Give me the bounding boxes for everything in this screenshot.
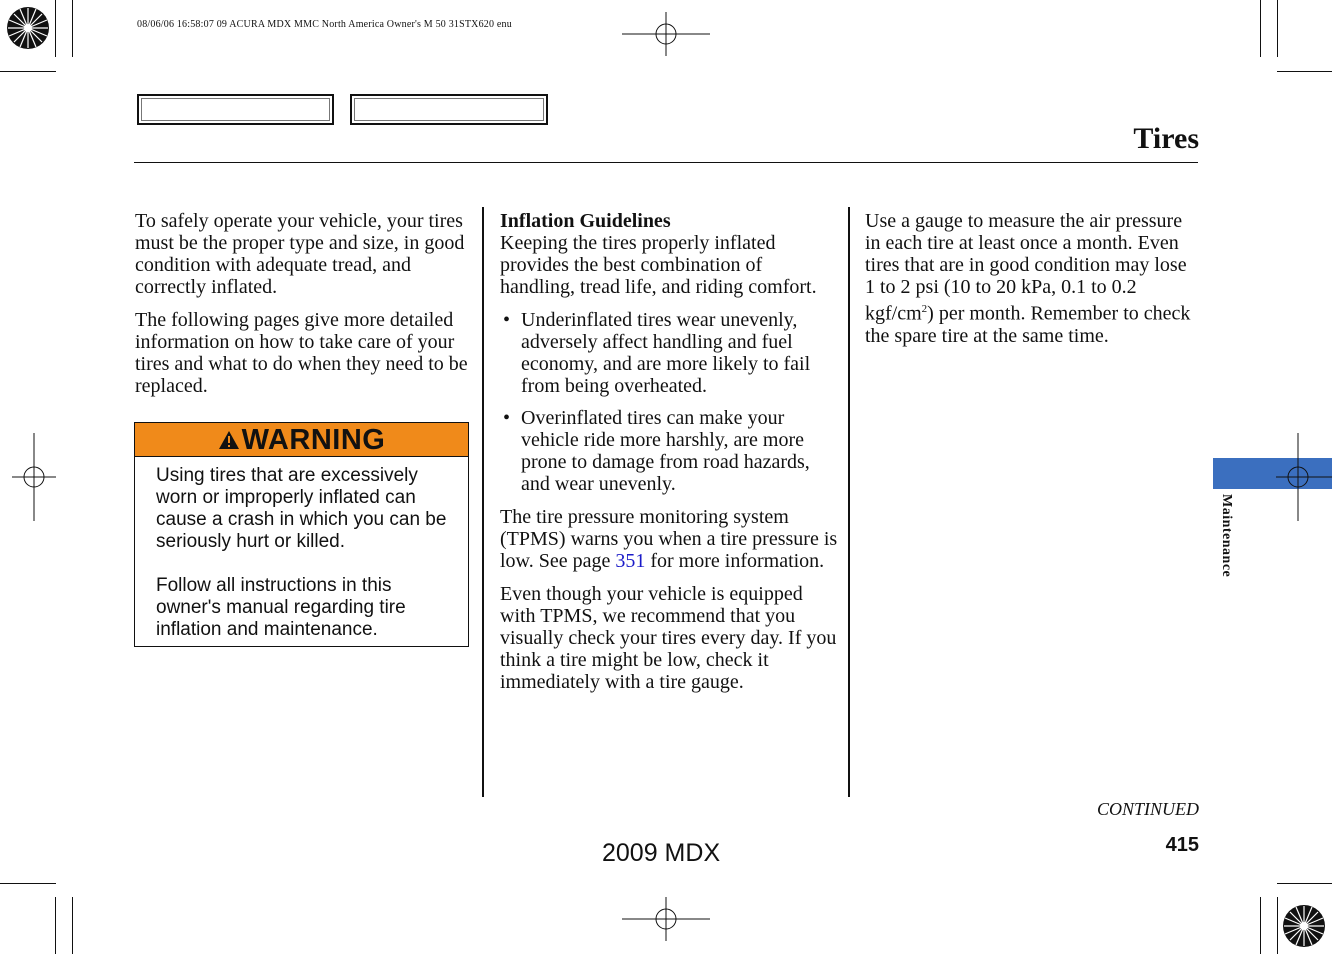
- gauge-text: Use a gauge to measure the air pressure in each tire at least once a month. Even tires that are in good condition may lose 1 to 2 psi (10 to 20 kPa, 0.1 to 0.2 kgf/cm: [865, 210, 1187, 325]
- column-divider: [848, 207, 850, 797]
- continued-label: CONTINUED: [1096, 799, 1199, 819]
- crosshair-icon: [622, 897, 710, 941]
- crosshair-icon: [12, 433, 56, 521]
- previous-page-button[interactable]: [137, 94, 334, 125]
- warning-triangle-icon: [218, 430, 240, 450]
- crosshair-icon: [1276, 433, 1332, 521]
- column-divider: [482, 207, 484, 797]
- superscript: 2: [921, 303, 928, 315]
- tpms-text: The tire pressure monitoring system (TPMS) warns you when a tire pressure is low. See page: [500, 506, 838, 572]
- page-351-link[interactable]: 351: [615, 550, 646, 572]
- tpms-paragraph: [500, 506, 838, 572]
- warning-text: Using tires that are excessively worn or improperly inflated can cause a crash in which you can be seriously hurt or killed.: [156, 465, 447, 552]
- section-tab-label: Maintenance: [1219, 494, 1234, 578]
- intro-paragraph: To safely operate your vehicle, your tires must be the proper type and size, in good condition with adequate tread, and correctly inflated.: [135, 210, 465, 298]
- bullet-text: Overinflated tires can make your vehicle ride more harshly, are more prone to damage from road hazards, and wear unevenly.: [521, 407, 810, 495]
- title-rule: [134, 162, 1198, 163]
- next-page-button[interactable]: [350, 94, 548, 125]
- column-3: [865, 210, 1200, 358]
- gauge-text-end: ) per month. Remember to check the spare tire at the same time.: [865, 302, 1191, 347]
- section-heading: Inflation Guidelines: [500, 210, 671, 232]
- intro-paragraph-2: The following pages give more detailed information on how to take care of your tires and what to do when they need to be replaced.: [135, 309, 468, 397]
- print-meta: 08/06/06 16:58:07 09 ACURA MDX MMC North America Owner's M 50 31STX620 enu: [137, 19, 512, 30]
- visual-check-paragraph: Even though your vehicle is equipped with TPMS, we recommend that you visually check your tires every day. If you think a tire might be low, check it immediately with a tire gauge.: [500, 583, 837, 693]
- warning-label: WARNING: [241, 424, 386, 456]
- warning-text-2: Follow all instructions in this owner's manual regarding tire inflation and maintenance.: [156, 575, 406, 640]
- crosshair-icon: [622, 12, 710, 56]
- warning-body: [135, 457, 468, 641]
- bullet-icon: •: [503, 407, 511, 429]
- warning-box: [134, 422, 469, 647]
- bullet-icon: •: [503, 309, 511, 331]
- page-title: Tires: [1133, 122, 1199, 155]
- inflation-intro: Keeping the tires properly inflated provides the best combination of handling, tread life, and riding comfort.: [500, 232, 817, 298]
- list-item: [500, 407, 838, 495]
- bullet-text: Underinflated tires wear unevenly, adversely affect handling and fuel economy, and are more likely to fail from being overheated.: [521, 309, 811, 397]
- registration-target-icon: [1276, 898, 1332, 954]
- gauge-paragraph: [865, 210, 1200, 347]
- registration-target-icon: [0, 0, 56, 56]
- page-number: 415: [1165, 834, 1199, 856]
- column-2: [500, 210, 838, 704]
- warning-header: [135, 423, 468, 457]
- tpms-text-end: for more information.: [645, 550, 825, 572]
- column-1: [135, 210, 473, 408]
- bullet-list: [500, 309, 838, 495]
- list-item: [500, 309, 838, 397]
- model-label: 2009 MDX: [602, 839, 721, 867]
